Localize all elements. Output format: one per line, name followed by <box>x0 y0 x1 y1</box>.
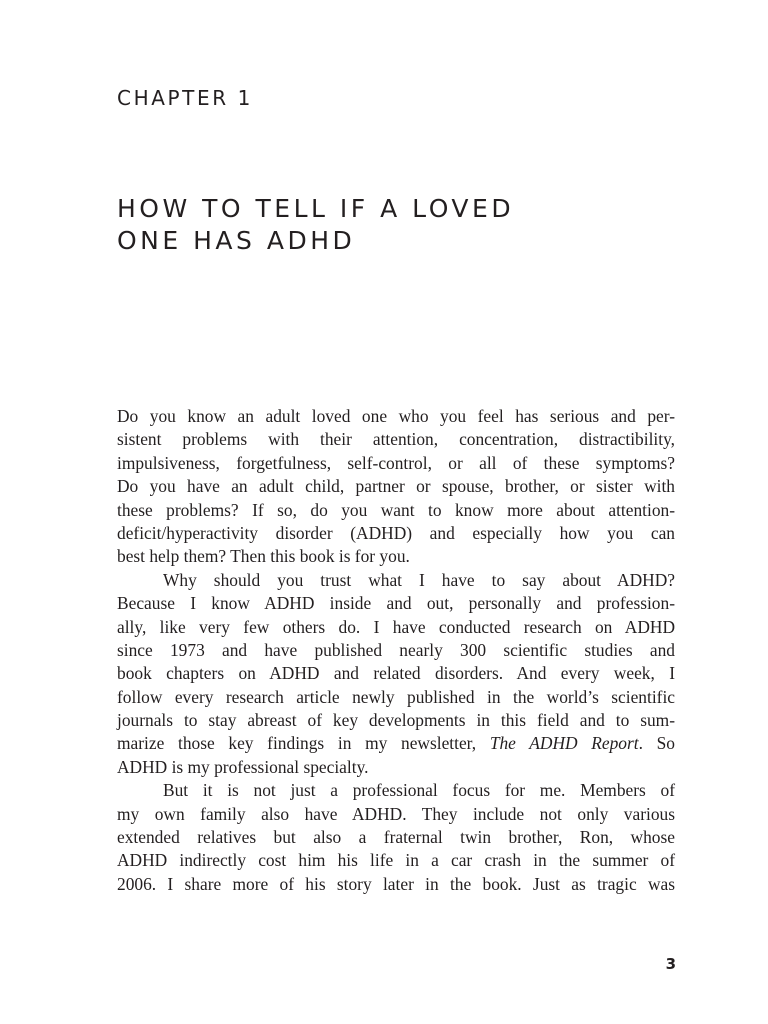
chapter-title <box>117 193 514 257</box>
text-line: ally, like very few others do. I have conducted research on ADHD <box>117 616 675 637</box>
text-line: impulsiveness, forgetfulness, self-control, or all of these symptoms? <box>117 452 675 473</box>
text-line: Why should you trust what I have to say about ADHD? <box>163 569 675 590</box>
text-line: Do you have an adult child, partner or spouse, brother, or sister with <box>117 476 675 497</box>
text-line: journals to stay abreast of key developments in this field and to sum- <box>117 710 675 731</box>
text-line <box>117 732 675 755</box>
newsletter-title: The ADHD Report <box>489 733 639 754</box>
text-line: Because I know ADHD inside and out, personally and profession- <box>117 593 675 614</box>
text-line-start: marize those key findings in my newsletter, <box>117 733 490 754</box>
text-line: Do you know an adult loved one who you feel has serious and per- <box>117 406 675 426</box>
chapter-title-line: HOW TO TELL IF A LOVED <box>117 194 515 223</box>
text-line: follow every research article newly published in the world’s scientific <box>117 686 675 707</box>
text-line: since 1973 and have published nearly 300 scientific studies and <box>117 639 675 660</box>
text-line: sistent problems with their attention, concentration, distractibility, <box>117 429 675 450</box>
text-line: deficit/hyperactivity disorder (ADHD) and especially how you can <box>117 522 675 543</box>
text-line: But it is not just a professional focus for me. Members of <box>163 780 675 801</box>
text-line: my own family also have ADHD. They include not only various <box>117 803 675 824</box>
text-line: book chapters on ADHD and related disorders. And every week, I <box>117 663 675 684</box>
text-line-end: . So <box>638 733 675 754</box>
text-line: ADHD indirectly cost him his life in a car crash in the summer of <box>117 850 675 871</box>
text-line: best help them? Then this book is for you. <box>117 546 410 567</box>
text-line: extended relatives but also a fraternal twin brother, Ron, whose <box>117 827 675 848</box>
text-line: 2006. I share more of his story later in the book. Just as tragic was <box>117 873 675 894</box>
text-line: these problems? If so, do you want to know more about attention- <box>117 499 675 520</box>
page-number: 3 <box>665 955 676 973</box>
body-text <box>117 405 675 896</box>
text-line: ADHD is my professional specialty. <box>117 756 369 777</box>
chapter-title-line: ONE HAS ADHD <box>117 226 356 255</box>
chapter-label: CHAPTER 1 <box>117 86 253 110</box>
